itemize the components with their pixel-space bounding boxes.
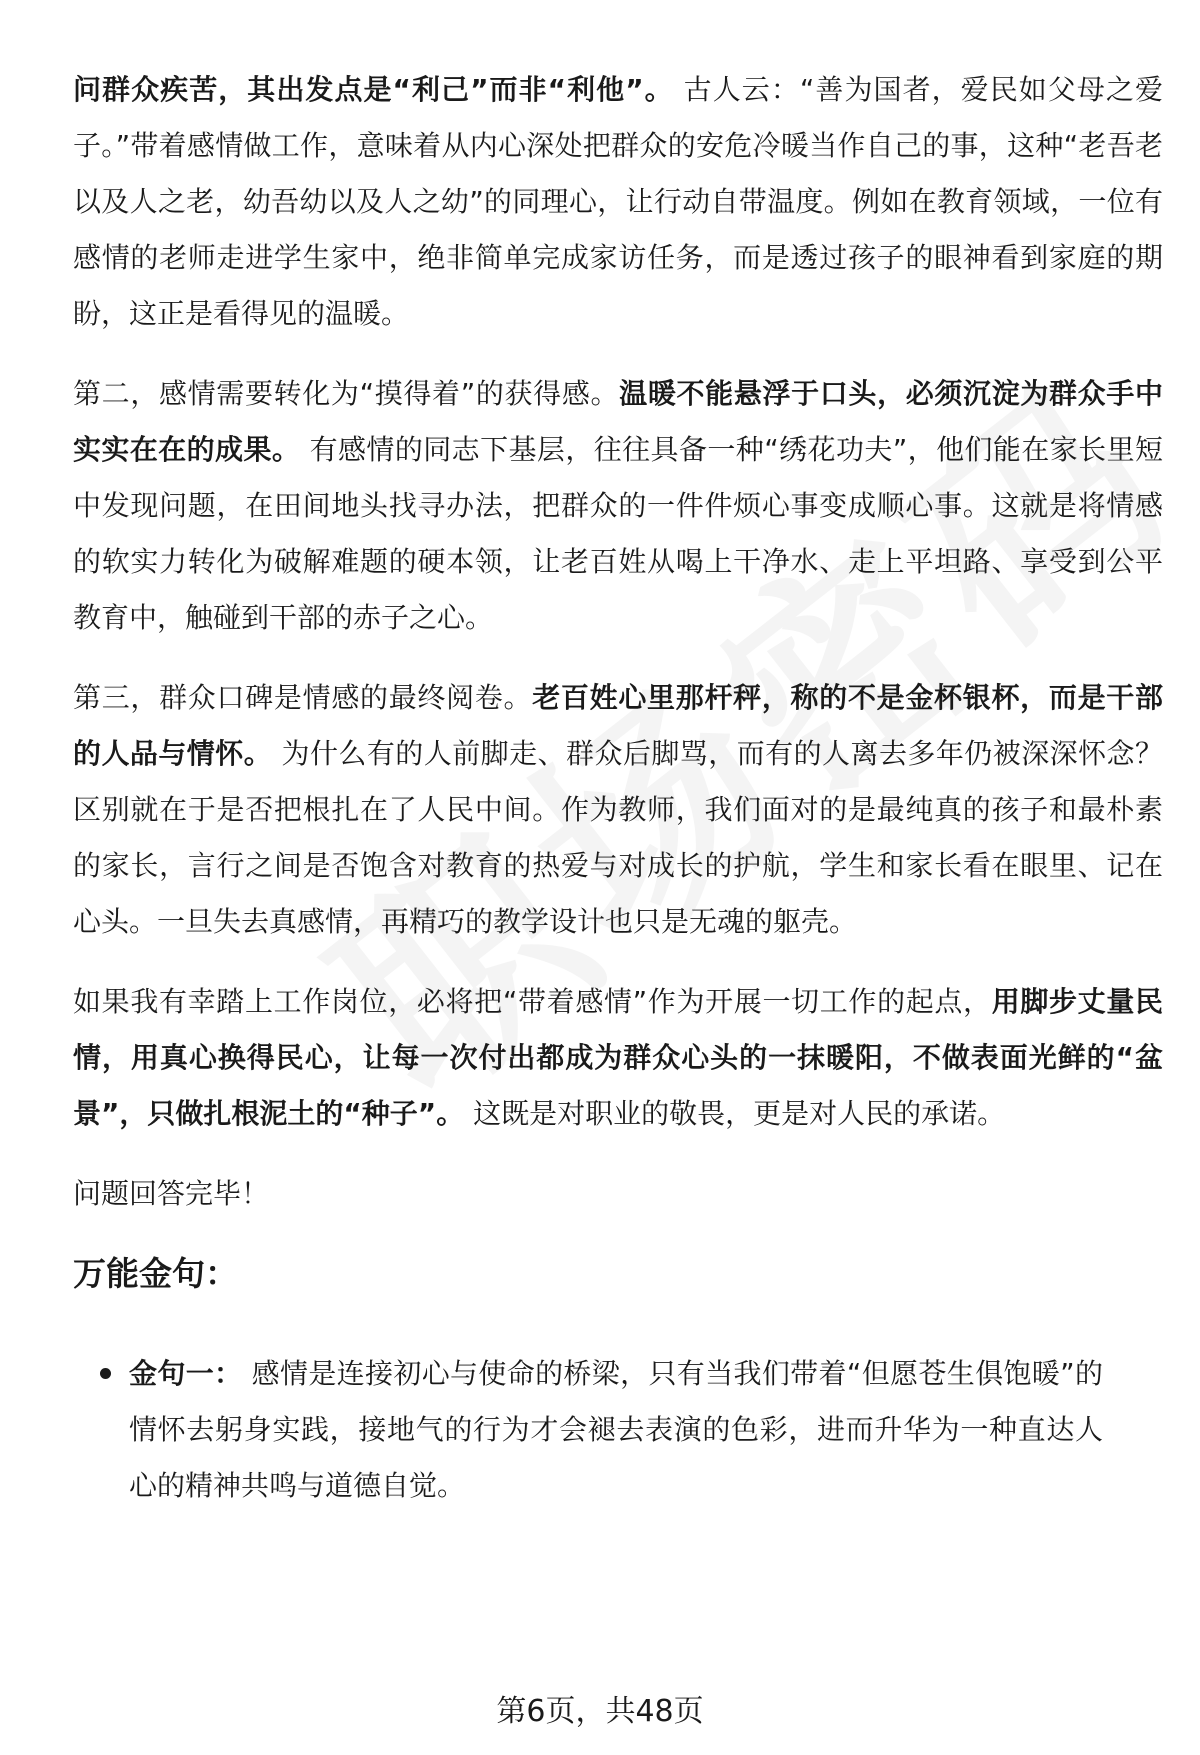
body-paragraph [73, 366, 1163, 646]
body-paragraph [73, 1166, 1163, 1222]
emphasis-text: 温暖不能悬浮于口头，必须沉淀为群众手中实实在在的成果。 [73, 377, 1163, 466]
paragraph-list [73, 62, 1163, 1222]
body-paragraph [73, 670, 1163, 950]
paragraph-text: 这既是对职业的敬畏，更是对人民的承诺。 [464, 1097, 1006, 1130]
quote-list [73, 1346, 1163, 1514]
emphasis-text: 老百姓心里那杆秤，称的不是金杯银杯，而是干部的人品与情怀。 [73, 681, 1163, 770]
section-heading: 万能金句： [73, 1254, 238, 1293]
emphasis-text: 问群众疾苦，其出发点是“利己”而非“利他”。 [73, 73, 674, 106]
paragraph-text: 为什么有的人前脚走、群众后脚骂，而有的人离去多年仍被深深怀念？区别就在于是否把根扎在了人民中间。作为教师，我们面对的是最纯真的孩子和最朴素的家长，言行之间是否饱含对教育的热爱与对成长的护航，学生和家长看在眼里、记在心头。一旦失去真感情，再精巧的教学设计也只是无魂的躯壳。 [73, 737, 1163, 938]
paragraph-text: 古人云：“善为国者，爱民如父母之爱子。”带着感情做工作，意味着从内心深处把群众的安危冷暖当作自己的事，这种“老吾老以及人之老，幼吾幼以及人之幼”的同理心，让行动自带温度。例如在教育领域，一位有感情的老师走进学生家中，绝非简单完成家访任务，而是透过孩子的眼神看到家庭的期盼，这正是看得见的温暖。 [73, 73, 1163, 330]
quote-text: 感情是连接初心与使命的桥梁，只有当我们带着“但愿苍生俱饱暖”的情怀去躬身实践，接地气的行为才会褪去表演的色彩，进而升华为一种直达人心的精神共鸣与道德自觉。 [129, 1357, 1103, 1502]
paragraph-text: 有感情的同志下基层，往往具备一种“绣花功夫”，他们能在家长里短中发现问题，在田间地头找寻办法，把群众的一件件烦心事变成顺心事。这就是将情感的软实力转化为破解难题的硬本领，让老百姓从喝上干净水、走上平坦路、享受到公平教育中，触碰到干部的赤子之心。 [73, 433, 1163, 634]
paragraph-text: 问题回答完毕！ [73, 1177, 270, 1210]
emphasis-text: 用脚步丈量民情，用真心换得民心，让每一次付出都成为群众心头的一抹暖阳，不做表面光鲜的“盆景”，只做扎根泥土的“种子”。 [73, 985, 1163, 1130]
body-paragraph [73, 62, 1163, 342]
document-body [73, 62, 1163, 1538]
quote-label: 金句一： [129, 1357, 243, 1390]
paragraph-text: 第二，感情需要转化为“摸得着”的获得感。 [73, 377, 620, 410]
quote-item [73, 1346, 1103, 1514]
body-paragraph [73, 974, 1163, 1142]
paragraph-text: 如果我有幸踏上工作岗位，必将把“带着感情”作为开展一切工作的起点， [73, 985, 992, 1018]
bullet-icon [100, 1368, 111, 1379]
paragraph-text: 第三，群众口碑是情感的最终阅卷。 [73, 681, 533, 714]
page-number: 第6页，共48页 [496, 1694, 704, 1729]
